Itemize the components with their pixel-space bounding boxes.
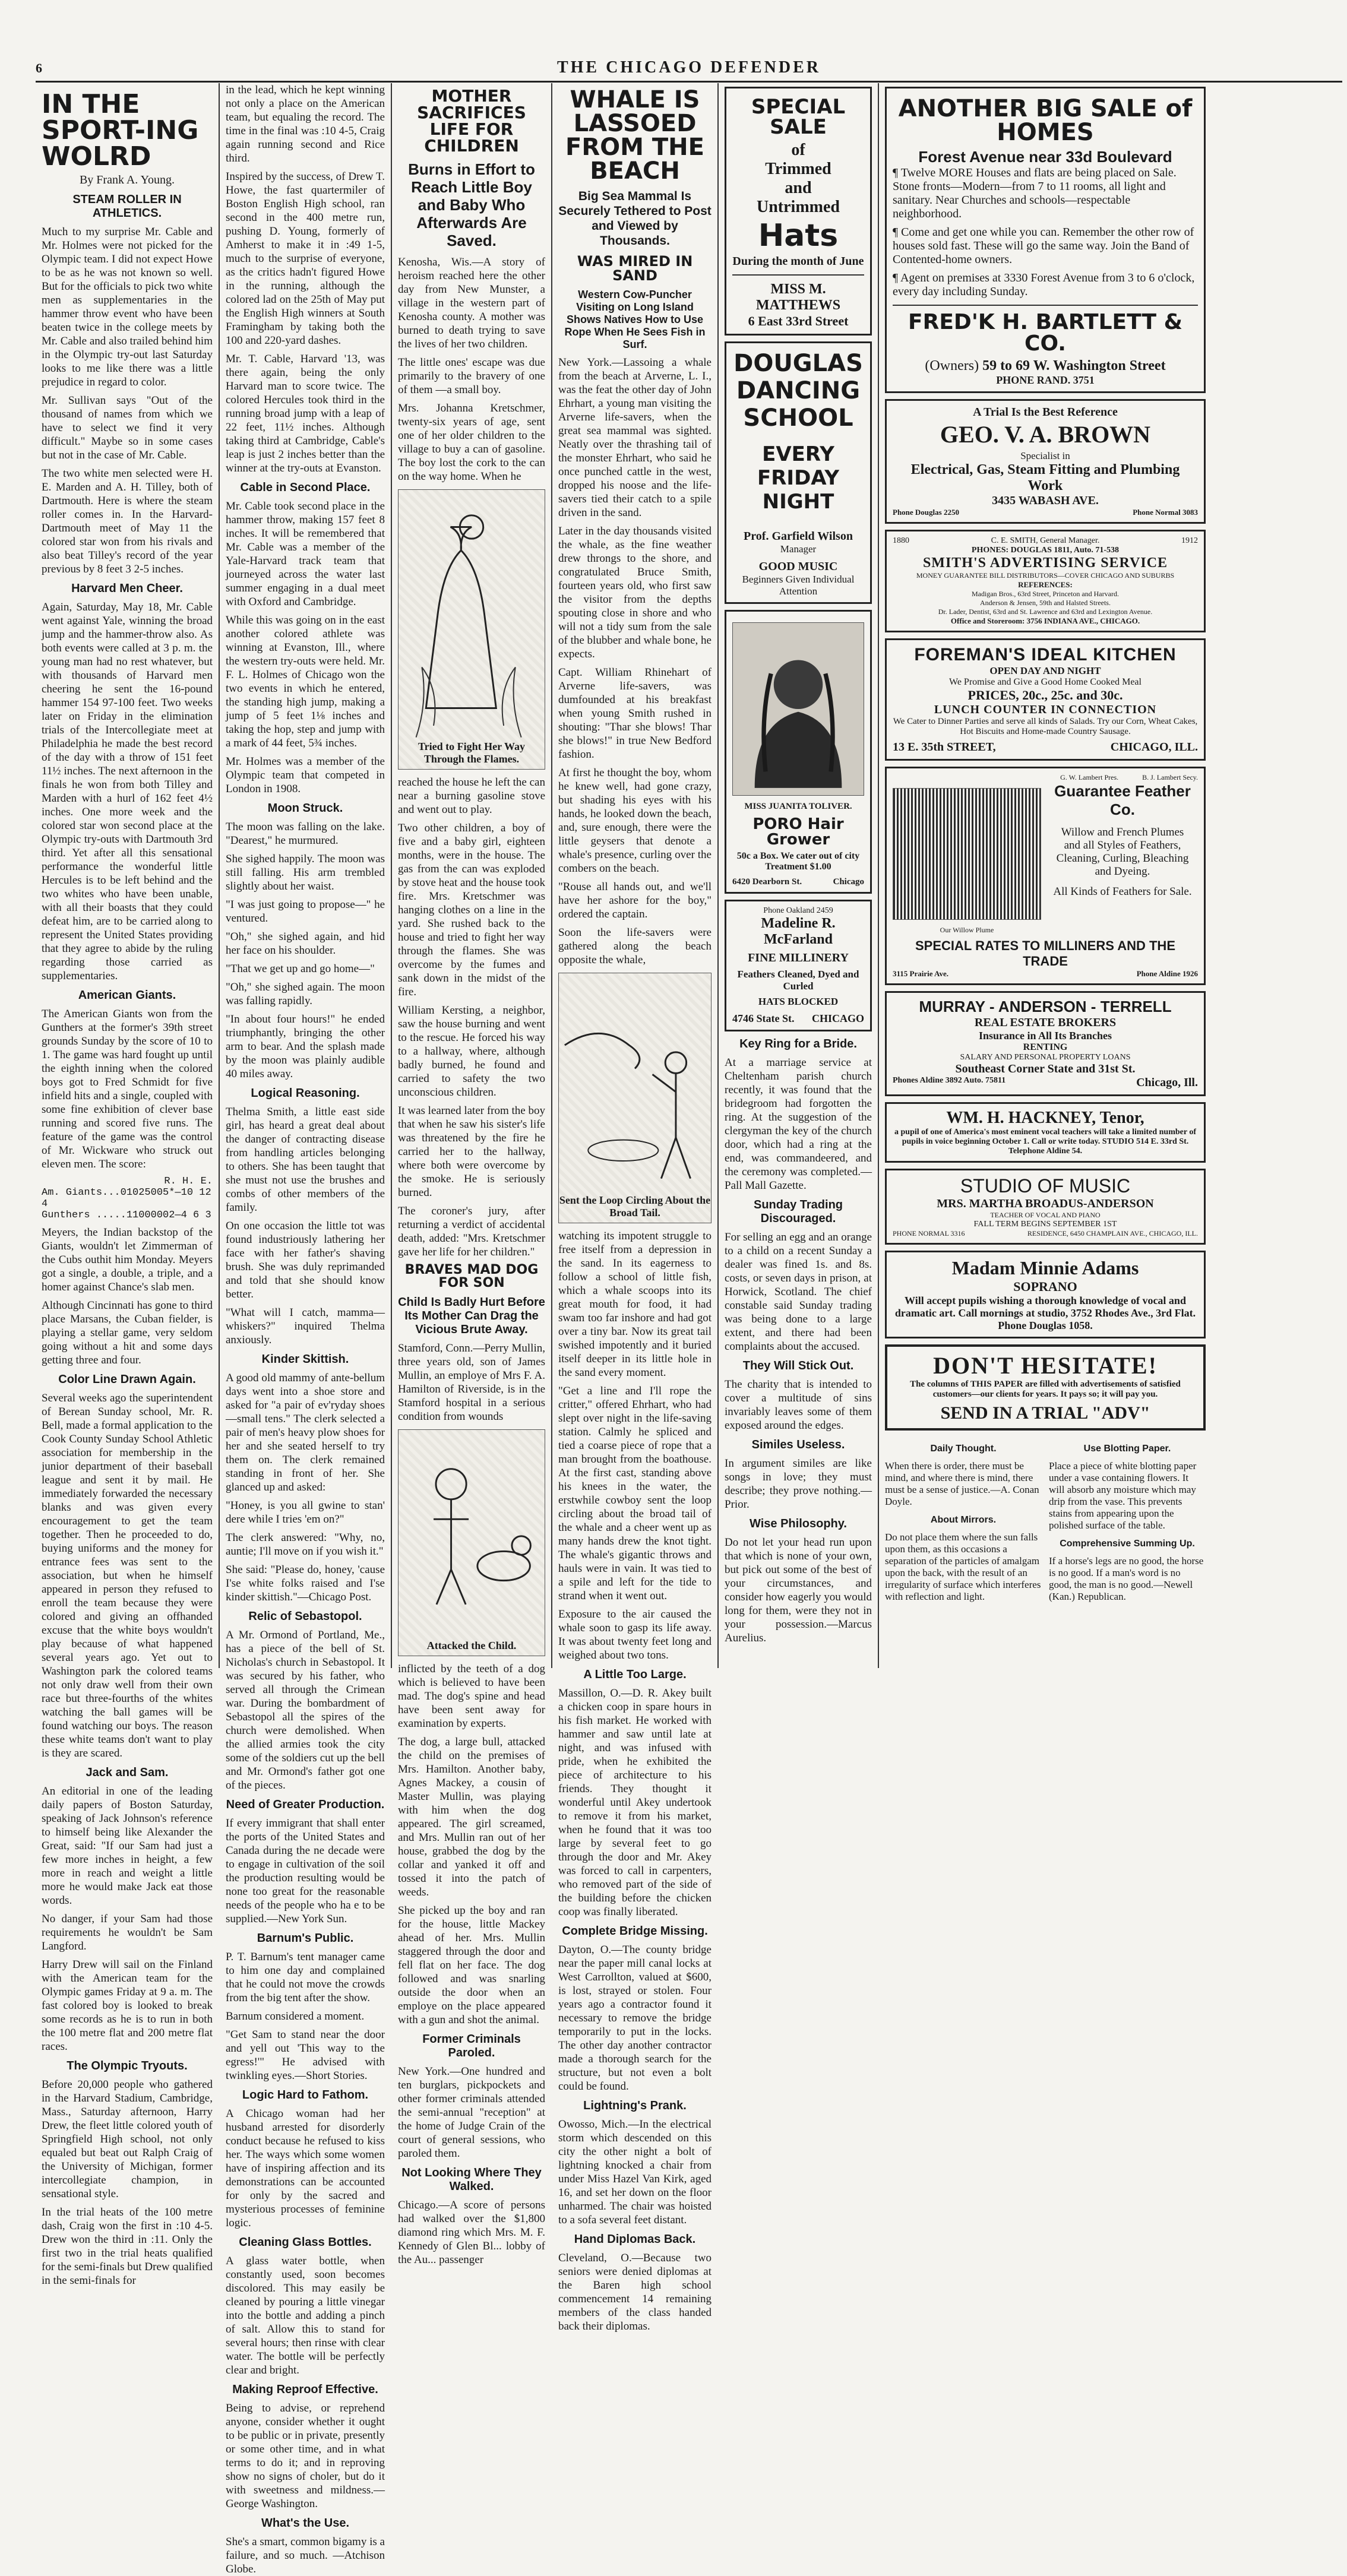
hats-ad-line: Untrimmed <box>757 198 840 216</box>
music-ad-residence: RESIDENCE, 6450 CHAMPLAIN AVE., CHICAGO, ILL. <box>1027 1229 1198 1238</box>
kitchen-ad <box>885 638 1206 761</box>
paragraph: in the lead, which he kept winning not only a place on the American team, but equaling the record. The time in the final was :10 4-5, Craig again running second and Rice third. <box>226 84 385 164</box>
paragraph: Mr. Holmes was a member of the Olympic team that competed in London in 1908. <box>226 755 385 795</box>
subhead-stick: They Will Stick Out. <box>742 1359 854 1372</box>
paragraph: Owosso, Mich.—In the electrical storm which descended on this city the other night a bolt of lightning knocked a chair from under Miss Hazel Van Kirk, aged 16, and set her down on the floor unharmed. The chair was hoisted to a sofa several feet distant. <box>558 2118 712 2226</box>
subhead-sunday: Sunday Trading Discouraged. <box>753 1198 843 1225</box>
hackney-ad-title: WM. H. HACKNEY, Tenor, <box>946 1109 1144 1127</box>
braves-headline: BRAVES MAD DOG FOR SON <box>404 1262 539 1290</box>
paragraph: If a horse's legs are no good, the horse is no good. If a man's word is no good, the man is no good.—Newell (Kan.) Republican. <box>1049 1555 1204 1602</box>
dont-hesitate-ad <box>885 1344 1206 1431</box>
subhead-glass: Cleaning Glass Bottles. <box>239 2236 372 2249</box>
paragraph: No danger, if your Sam had those requirements he wouldn't be Sam Langford. <box>42 1913 213 1952</box>
paragraph: Inspired by the success, of Drew T. Howe, the fast quartermiler of Boston English High school, ran second in the 400 metre run, pushing D. Young, formerly of Amherst to make it in :49 1-5, much to the surprise of everyone, as the critics hadn't figured Howe in the running, although the colored lad on the 25th of May put the English High winners at South Framingham by taking both the 100 and 220-yard dashes. <box>226 170 385 347</box>
subhead-logical: Logical Reasoning. <box>251 1087 360 1100</box>
smith-ad-phones: PHONES: DOUGLAS 1811, Auto. 71-538 <box>971 546 1120 555</box>
subhead-former: Former Criminals Paroled. <box>422 2033 521 2059</box>
subhead-blotting: Use Blotting Paper. <box>1083 1444 1171 1454</box>
smith-advertising-ad <box>885 530 1206 632</box>
smith-ad-office: Office and Storeroom: 3756 INDIANA AVE., CHICAGO. <box>950 616 1140 625</box>
paragraph: The charity that is intended to cover a multitude of sins invariably leaves some of them exposed around the edges. <box>725 1378 872 1432</box>
millinery-ad <box>725 900 872 1031</box>
column-miscellany <box>220 83 392 2575</box>
paragraph: Place a piece of white blotting paper under a vase containing flowers. It will absorb any moisture which may drip from the vase. This prevents stains from appearing upon the polished surface of the table. <box>1049 1460 1197 1531</box>
subhead-giants: American Giants. <box>78 989 176 1002</box>
whale-illustration <box>558 973 712 1223</box>
dance-ad-line: FRIDAY <box>757 466 839 490</box>
paragraph: Again, Saturday, May 18, Mr. Cable went against Yale, winning the broad jump and the hammer-throw also. As both events were called at 3 p. m. the young man had no rest whatever, but with thousands of Harvard men cheering he sent the 16-pound hammer 154 97-100 feet. Two weeks later on Friday in the elimination trials of the Intercollegiate meet at Philadelphia he made the best record of the day with a throw of 151 feet 11½ inches. The next afternoon in the finals he won from both Tilley and Marden with a hurl of 162 feet 4½ inches. One more week and the colored star won second place at the Olympic try-outs with Dartmouth 3rd third. Yet after all this sensational performance the wonderful little Hercules is to be left behind and the two whites who have been unable, with all their boasts that they could defeat him, are to be carried along to represent the United States providing that they agree to abide by the ruling regarding those carried as supplementaries. <box>42 601 213 982</box>
kitchen-ad-address: 13 E. 35th STREET, <box>893 740 996 754</box>
kitchen-ad-prices: PRICES, 20c., 25c. and 30c. <box>967 688 1123 702</box>
plume-caption: Our Willow Plume <box>940 926 994 934</box>
dance-ad-line: NIGHT <box>762 490 834 514</box>
paragraph: "Rouse all hands out, and we'll have her ashore for the boy," ordered the captain. <box>558 881 712 920</box>
sports-subhead: STEAM ROLLER IN ATHLETICS. <box>72 193 182 220</box>
millinery-ad-line: Feathers Cleaned, Dyed and Curled <box>737 969 859 992</box>
paragraph: Barnum considered a moment. <box>226 2010 365 2023</box>
column-ads-small <box>719 83 879 1668</box>
realty-ad-ins: Insurance in All Its Branches <box>978 1030 1112 1042</box>
mired-headline: WAS MIRED IN SAND <box>577 253 693 284</box>
page-number: 6 <box>36 61 42 75</box>
column-mother <box>392 83 552 2266</box>
subhead-bridge: Complete Bridge Missing. <box>562 1925 708 1938</box>
paragraph: William Kersting, a neighbor, saw the house burning and went to the rescue. He forced his way to a hallway, where, although badly burned, he found and carried to safety the two unconscious children. <box>398 1004 545 1099</box>
subhead-similes: Similes Useless. <box>751 1438 845 1451</box>
hackney-ad-line: a pupil of one of America's most eminent vocal teachers will take a limited number of pupils in voice beginning October 1. Call or write today. STUDIO 514 E. 33rd St. Telephone Aldine 54. <box>894 1128 1196 1156</box>
brown-ad-address: 3435 WABASH AVE. <box>992 494 1099 507</box>
subhead-moon: Moon Struck. <box>267 802 343 815</box>
subhead-lightning: Lightning's Prank. <box>583 2099 687 2112</box>
feather-ad-special: SPECIAL RATES TO MILLINERS AND THE TRADE <box>915 938 1175 969</box>
kitchen-ad-title: FOREMAN'S IDEAL KITCHEN <box>914 645 1177 664</box>
smith-ad-manager: C. E. SMITH, General Manager. <box>991 536 1100 545</box>
smith-ad-ref: Anderson & Jensen, 59th and Halsted Streets. <box>980 599 1111 607</box>
brown-ad-name: GEO. V. A. BROWN <box>940 421 1151 448</box>
subhead-notlooking: Not Looking Where They Walked. <box>401 2166 542 2193</box>
subhead-relic: Relic of Sebastopol. <box>248 1610 362 1623</box>
subhead-whats: What's the Use. <box>261 2517 350 2530</box>
paragraph: At first he thought the boy, whom he knew well, had gone crazy, but shading his eyes with his hands, he looked down the beach, and, sure enough, there were the little geysers that denote a whale's presence, curling over the combers on the beach. <box>558 767 712 875</box>
paragraph: She sighed happily. The moon was still falling. His arm trembled slightly about her waist. <box>226 853 385 893</box>
paragraph: The dog, a large bull, attacked the child on the premises of Mrs. Hamilton. Another baby, Agnes Mackey, a cousin of Master Mullin, was playing with him when the dog appeared. The girl screamed, and Mrs. Mullin ran out of her house, grabbed the dog by the collar and yanked it off and tossed it into the patch of weeds. <box>398 1736 545 1898</box>
sports-byline: By Frank A. Young. <box>79 173 175 186</box>
subhead-cable: Cable in Second Place. <box>240 481 371 494</box>
subhead-harvard: Harvard Men Cheer. <box>71 582 183 595</box>
paragraph: ¶ Come and get one while you can. Remember the other row of houses sold fast. These will go the same way. Join the Band of Contented-home owners. <box>893 226 1194 266</box>
paragraph: Cleveland, O.—Because two seniors were denied diplomas at the Baren high school commencement 14 remaining members of the class handed back their diplomas. <box>558 2252 712 2333</box>
paragraph: While this was going on in the east another colored athlete was winning at Evanston, Ill., where the western try-outs were held. Mr. F. L. Holmes of Chicago won the two events in which he entered, the standing high jump, making a jump of 5 feet 1⅛ inches and taking the hop, step and jump with a mark of 44 feet, 5¾ inches. <box>226 614 385 749</box>
millinery-ad-phone: Phone Oakland 2459 <box>763 906 833 915</box>
music-ad-teacher: TEACHER OF VOCAL AND PIANO <box>990 1211 1101 1219</box>
paragraph: A glass water bottle, when constantly used, soon becomes discolored. This may easily be cleaned by pouring a little vinegar into the bottle and adding a pinch of salt. Allow this to stand for several hours; then rinse with clear water. The bottle will be perfectly clear and bright. <box>226 2255 385 2376</box>
poro-ad-city: Chicago <box>833 877 864 887</box>
paragraph: Several weeks ago the superintendent of Berean Sunday school, Mr. R. Bell, made a formal application to the Cook County Sunday School Athletic association for membership in the junior department of their baseball league and sent it by mail. He immediately forwarded the necessary blanks and was given every encouragement to get the team together. Then he proceeded to do, buying uniforms and the money for entrance fees was sent to the association, but when he himself appeared in person they refused to enroll the team because they were colored and giving an offhanded excuse that the white boys wouldn't play because of what happened several years ago. Yet out to Washington park the colored teams not only draw well from their own race but three-fourths of the whites watching the ball games will be found watching our boys. The reason these white teams don't want to play is they are scared. <box>42 1392 213 1759</box>
homes-ad-phone: PHONE RAND. 3751 <box>996 374 1095 386</box>
paragraph: Stamford, Conn.—Perry Mullin, three years old, son of James Mullin, an employe of Mrs F. A. Hamilton of Riverside, is in the Stamford hospital in a serious condition from wounds <box>398 1342 545 1423</box>
feather-ad-phone: Phone Aldine 1926 <box>1136 969 1198 978</box>
realty-ad-renting: RENTING <box>1023 1042 1068 1052</box>
paragraph: reached the house he left the can near a burning gasoline stove and went out to play. <box>398 776 545 816</box>
paragraph: Mrs. Johanna Kretschmer, twenty-six years of age, sent one of her older children to the village to buy a can of gasoline. The boy lost the cork to the can on the way home. When he <box>398 402 545 483</box>
brown-ad-specialist: Specialist in <box>1020 450 1070 461</box>
hats-ad-big: Hats <box>758 218 839 254</box>
paragraph: "Oh," she sighed again. The moon was falling rapidly. <box>226 981 385 1007</box>
adams-ad-text: Will accept pupils wishing a thorough knowledge of vocal and dramatic art. Call mornings at studio, 3752 Rhodes Ave., 3rd Flat. Phone Douglas 1058. <box>894 1295 1196 1331</box>
paragraph: The two white men selected were H. E. Marden and A. H. Tilley, both of Dartmouth. Here is where the steam roller comes in. In the Harvard-Dartmouth meet of May 11 the colored star won from his rivals and also beat Tilley's record of the year previous by 8 feet 3 2-5 inches. <box>42 467 213 575</box>
paragraph: Chicago.—A score of persons had walked over the $1,800 diamond ring which Mrs. M. F. Kennedy of Glen Bl... lobby of the Au... passenger <box>398 2199 545 2266</box>
feather-ad-line: All Kinds of Feathers for Sale. <box>1053 885 1192 898</box>
millinery-ad-city: CHICAGO <box>811 1012 864 1024</box>
portrait-icon <box>733 623 864 795</box>
studio-music-ad <box>885 1169 1206 1245</box>
paragraph: If every immigrant that shall enter the ports of the United States and Canada during the ne decade were to engage in cultivation of the soil the production resulting would be none too great for the reasonable needs of the people who ha e to be supplied.—New York Sun. <box>226 1817 385 1925</box>
illustration-caption: Tried to Fight Her Way Through the Flames. <box>418 740 525 765</box>
hats-sale-ad <box>725 87 872 336</box>
subhead-jack: Jack and Sam. <box>86 1766 169 1779</box>
music-ad-title: STUDIO OF MUSIC <box>960 1175 1131 1197</box>
music-ad-name: MRS. MARTHA BROADUS-ANDERSON <box>937 1197 1154 1210</box>
paragraph: "What will I catch, mamma—whiskers?" inquired Thelma anxiously. <box>226 1306 385 1346</box>
paragraph: P. T. Barnum's tent manager came to him one day and complained that he could not move the crowds from the big tent after the show. <box>226 1951 385 2004</box>
whale-deck: Big Sea Mammal Is Securely Tethered to Post and Viewed by Thousands. <box>558 189 712 248</box>
adams-soprano-ad <box>885 1251 1206 1338</box>
feather-ad-secy: B. J. Lambert Secy. <box>1142 773 1198 781</box>
paragraph: ¶ Twelve MORE Houses and flats are being placed on Sale. Stone fronts—Modern—from 7 to 11 rooms, all light and sanitary. Near Churches and schools—respectable neighborhood. <box>893 166 1177 220</box>
portrait-photo <box>732 622 864 796</box>
paragraph: Two other children, a boy of five and a baby girl, eighteen months, were in the house. The gas from the can was exploded by stove heat and the house took fire. Mrs. Kretschmer was hanging clothes on a line in the yard. She rushed back to the house and tried to fight her way through the flames. She was overcome by the fumes and sank down in the midst of the fire. <box>398 822 546 998</box>
paragraph: In argument similes are like songs in love; they must describe; they prove nothing.—Prior. <box>725 1457 872 1511</box>
real-estate-ad <box>885 991 1206 1096</box>
dog-illustration <box>398 1429 545 1656</box>
dance-ad-line: DOUGLAS <box>733 350 863 377</box>
dog-attack-icon <box>399 1430 545 1632</box>
paragraph: "Get Sam to stand near the door and yell out 'This way to the egress!'" He advised with twinkling eyes.—Short Stories. <box>226 2028 385 2082</box>
brown-ad-phone-left: Phone Douglas 2250 <box>893 508 959 517</box>
smith-ad-refs: REFERENCES: <box>1018 580 1073 589</box>
score-line: Am. Giants...01025005*—10 12 4 <box>42 1187 211 1210</box>
kitchen-ad-promise: We Promise and Give a Good Home Cooked Meal <box>949 677 1142 687</box>
paragraph: In the trial heats of the 100 metre dash, Craig won the first in :10 4-5. Drew won the third in :11. Only the first two in the trial heats qualified for the semi-finals but Drew qualified in the semi-finals for <box>42 2206 213 2287</box>
homes-ad-title: ANOTHER BIG SALE of HOMES <box>898 95 1193 146</box>
paragraph: Before 20,000 people who gathered in the Harvard Stadium, Cambridge, Mass., Saturday afternoon, Harry Drew, the fleet little colored youth of Springfield High school, not only equaled but beat out Ralph Craig of the University of Michigan, former intercollegiate champion, in sensational style. <box>42 2078 213 2200</box>
paragraph: "Oh," she sighed again, and hid her face on his shoulder. <box>226 931 385 957</box>
illustration-caption: Attacked the Child. <box>426 1640 517 1651</box>
mother-deck: Burns in Effort to Reach Little Boy and Baby Who Afterwards Are Saved. <box>408 160 535 249</box>
music-ad-term: FALL TERM BEGINS SEPTEMBER 1ST <box>973 1220 1117 1229</box>
dance-ad-music: GOOD MUSIC <box>758 560 838 573</box>
realty-ad-sub: REAL ESTATE BROKERS <box>974 1016 1117 1029</box>
paragraph: watching its impotent struggle to free itself from a depression in the sand. In its eagerness to follow a school of little fish, which a whale scoops into its great mouth for food, it had swam too far inshore and had got over a tiny bar. Now its great tail swished impotently and it buried itself deeper in its little hole in the sand every moment. <box>558 1230 712 1379</box>
hats-ad-of: of <box>791 141 805 159</box>
dance-ad-line: DANCING <box>736 377 861 404</box>
paragraph: A Chicago woman had her husband arrested for disorderly conduct because he refused to kiss her. The ways which some women have of inspiring affection and its demonstrations can be accounted for only by the sacred and mysterious processes of feminine logic. <box>226 2107 385 2229</box>
mother-in-flames-icon <box>399 490 545 745</box>
paragraph: Later in the day thousands visited the whale, as the fine weather drew throngs to the shore, and congratulated Bruce Smith, fourteen years old, who first saw the visitor from the depths spouting close in shore and who will not a tidy sum from the sale of the blubber and whale bone, he expects. <box>558 525 712 660</box>
homes-ad-sub: Forest Avenue near 33d Boulevard <box>918 148 1172 166</box>
paragraph: Mr. T. Cable, Harvard '13, was there again, being the only Harvard man to score twice. The colored Hercules took third in the running broad jump with a leap of 22 feet, 11½ inches. Although taking third at Cambridge, Cable's leap is just 2 inches better than the winner at the try-outs at Evanston. <box>226 353 385 474</box>
kitchen-ad-city: CHICAGO, ILL. <box>1110 740 1198 754</box>
paragraph: New York.—Lassoing a whale from the beach at Arverne, L. I., was the feat the other day of John Ehrhart, a young man visiting the Arverne life-savers, when the great sea mammal was sighted. Neatly over the thrashing tail of the monster Ehrhart, who said he once punched cattle in the west, dropped his noose and the life-savers tied their catch to a spile driven in the sand. <box>558 356 712 519</box>
hats-ad-during: During the month of June <box>732 255 864 268</box>
paragraph: When there is order, there must be mind, and where there is mind, there must be a sense of justice.—A. Conan Doyle. <box>885 1460 1039 1507</box>
dance-ad-line: EVERY <box>762 442 834 466</box>
filler-items <box>885 1436 1206 1603</box>
adams-ad-sub: SOPRANO <box>1013 1279 1077 1294</box>
paragraph: Massillon, O.—D. R. Akey built a chicken coop in spare hours in his fish market. He worked with hammer and saw until late at night, and was infused with pride, when he exhibited the piece of architecture to his friends. They thought it wonderful until Akey undertook to remove it from his market, when he found that it was too large by several feet to go through the door and Mr. Akey was forced to call in carpenters, who removed part of the side of the building before the chicken coop was finally liberated. <box>558 1687 712 1918</box>
subhead-daily: Daily Thought. <box>930 1444 997 1454</box>
paragraph: On one occasion the little tot was found industriously lathering her face with her father's shaving brush. She was duly reprimanded and told that she should know better. <box>226 1220 385 1300</box>
cowboy-lasso-icon <box>559 973 711 1199</box>
subhead-mirrors: About Mirrors. <box>930 1515 997 1525</box>
subhead-wise: Wise Philosophy. <box>750 1517 847 1530</box>
paragraph: New York.—One hundred and ten burglars, pickpockets and other former criminals attended the semi-annual "reception" at the home of Judge Crain of the court of general sessions, who paroled them. <box>398 2065 545 2160</box>
paragraph: Much to my surprise Mr. Cable and Mr. Holmes were not picked for the Olympic team. I did not expect Howe to be as he was not known so well. But for the officials to pick two white men as supplementaries in the hammer throw event who have been beaten twice in the college meets by Mr. Cable and also trailed behind him in the Olympic try-out last Saturday looks to me like there was a little prejudice in regard to color. <box>42 226 213 388</box>
kitchen-ad-open: OPEN DAY AND NIGHT <box>989 665 1101 676</box>
feather-ad-line: and all Styles of Feathers, Cleaning, Curling, Bleaching and Dyeing. <box>1056 839 1189 878</box>
paragraph: She picked up the boy and ran for the house, little Mackey ahead of her. Mrs. Mullin staggered through the door and fell flat on her face. The dog followed and was snarling outside the door when an employe on the place appeared with a gun and shot the animal. <box>398 1904 545 2026</box>
millinery-ad-name: Madeline R. McFarland <box>761 916 836 947</box>
paragraph: "That we get up and go home—" <box>226 963 375 975</box>
column-ads-large <box>879 83 1212 1668</box>
realty-ad-salary: SALARY AND PERSONAL PROPERTY LOANS <box>960 1053 1131 1062</box>
subhead-need: Need of Greater Production. <box>226 1798 385 1811</box>
subhead-kinder: Kinder Skittish. <box>261 1353 349 1366</box>
paragraph: For selling an egg and an orange to a child on a recent Sunday a dealer was fined 1s. and 8s. costs, or seven days in prison, at Horwick, Scotland. The chief constable said Sunday trading was being done to a large extent, and there had been complaints about the accused. <box>725 1231 872 1353</box>
paragraph: Do not place them where the sun falls upon them, as this occasions a separation of the particles of amalgam upon the back, with the result of an irregularity of surface which interferes with reflection and light. <box>885 1531 1041 1602</box>
millinery-ad-hats: HATS BLOCKED <box>758 996 839 1007</box>
portrait-caption: MISS JUANITA TOLIVER. <box>744 802 852 811</box>
paragraph: She said: "Please do, honey, 'cause I'se white folks raised and I'se kinder skittish."—Chicago Post. <box>226 1564 385 1603</box>
paragraph: The moon was falling on the lake. "Dearest," he murmured. <box>226 821 385 847</box>
realty-ad-city: Chicago, Ill. <box>1136 1076 1198 1089</box>
subhead-logic: Logic Hard to Fathom. <box>242 2088 369 2102</box>
brown-ad-phone-right: Phone Normal 3083 <box>1133 508 1198 517</box>
dance-ad-beginners: Beginners Given Individual Attention <box>742 574 855 597</box>
paragraph: The little ones' escape was due primarily to the bravery of one of them —a small boy. <box>398 356 545 396</box>
realty-ad-title: MURRAY - ANDERSON - TERRELL <box>919 998 1172 1015</box>
brown-ad-trade: Electrical, Gas, Steam Fitting and Plumbing Work <box>910 462 1180 493</box>
feather-ad-line: Willow and French Plumes <box>1061 826 1184 838</box>
subhead-tryouts: The Olympic Tryouts. <box>67 2059 188 2072</box>
paragraph: A good old mammy of ante-bellum days went into a shoe store and asked for "a pair of ev'ryday shoes—small tens." The clerk selected a pair of men's heavy plow shoes for her and she seated herself to try them on. The clerk remained standing in front of her. She glanced up and asked: <box>226 1372 385 1493</box>
paper-name: THE CHICAGO DEFENDER <box>556 58 821 77</box>
score-header: R. H. E. <box>164 1176 213 1187</box>
paragraph: It was learned later from the boy that when he saw his sister's life was threatened by the fire he carried her to the hallway, where both were overcome by the smoke. He is seriously burned. <box>398 1105 545 1199</box>
homes-sale-ad <box>885 87 1206 393</box>
paragraph: Although Cincinnati has gone to third place Marsans, the Cuban fielder, is playing a stellar game, very seldom going without a hit and some days getting three and four. <box>42 1299 213 1366</box>
dance-ad-prof: Prof. Garfield Wilson <box>744 530 853 543</box>
paragraph: Kenosha, Wis.—A story of heroism reached here the other day from New Munster, a village in the western part of Kenosha county. A mother was burned to death trying to save the lives of her two children. <box>398 256 545 350</box>
dance-ad-manager: Manager <box>780 543 817 555</box>
paragraph: Mr. Sullivan says "Out of the thousand of names from which we have to select we find it very difficult." Maybe so in some cases but not in the case of Mr. Cable. <box>42 394 213 461</box>
hats-ad-title: SPECIAL SALE <box>751 95 846 139</box>
paragraph: Soon the life-savers were gathered along the beach opposite the whale, <box>558 926 712 966</box>
feather-ad-title: Guarantee Feather Co. <box>1054 782 1191 818</box>
paragraph: "I was just going to propose—" he ventured. <box>226 898 385 925</box>
paragraph: Meyers, the Indian backstop of the Giants, wouldn't let Zimmerman of the Cubs outhit him Monday. Meyers got a single, a double, a triple, and a homer against Chance's slab men. <box>42 1226 213 1293</box>
hesitate-ad-text: The columns of THIS PAPER are filled with advertisements of satisfied customers—our clients for years. It pays so; it will pay you. <box>910 1379 1181 1399</box>
paragraph: A Mr. Ormond of Portland, Me., has a piece of the bell of St. Nicholas's church in Sebastopol. It was secured by his father, who served all through the Crimean war. During the bombardment of Sebastopol all the spires of the church were demolished. When the allied armies took the city some of the soldiers cut up the bell and Mr. Ormond's father got one of the pieces. <box>226 1629 385 1792</box>
paragraph: inflicted by the teeth of a dog which is believed to have been mad. The dog's spine and head have been sent away for examination by experts. <box>398 1663 545 1730</box>
subhead-key: Key Ring for a Bride. <box>739 1037 857 1050</box>
smith-ad-year-left: 1880 <box>893 536 909 545</box>
filler-right <box>1049 1436 1206 1603</box>
homes-ad-firm: FRED'K H. BARTLETT & CO. <box>908 310 1182 356</box>
subhead-reproof: Making Reproof Effective. <box>232 2383 378 2396</box>
paragraph: The clerk answered: "Why, no, auntie; I'll move on if you wish it." <box>226 1531 385 1558</box>
mired-deck: Western Cow-Puncher Visiting on Long Island Shows Natives How to Use Rope When He Sees Fish in Surf. <box>564 289 706 350</box>
paragraph: The American Giants won from the Gunthers at the former's 39th street grounds Sunday by the score of 10 to 1. The game was hard fought up until the eighth inning when the colored boys got to Fred Schmidt for five infield hits and a single, coupled with some fine exhibition of clever base running and scored five runs. The feature of the game was the control of Mr. Wickware who struck out eleven men. The score: <box>42 1008 213 1170</box>
smith-ad-ref: Dr. Lader, Dentist, 63rd and St. Lawrence and 63rd and Lexington Avenue. <box>938 607 1153 616</box>
hats-ad-line: and <box>785 179 812 197</box>
smith-ad-year-right: 1912 <box>1181 536 1198 545</box>
brown-plumbing-ad <box>885 399 1206 524</box>
paragraph: ¶ Agent on premises at 3330 Forest Avenue from 3 to 6 o'clock, every day including Sunday. <box>893 271 1195 298</box>
kitchen-ad-lunch: LUNCH COUNTER IN CONNECTION <box>934 703 1157 716</box>
paragraph: Being to advise, or reprehend anyone, consider whether it ought to be public or in private, presently or some other time, and in what terms to do it; and in reproving show no signs of choler, but do it with sweetness and mildness.—George Washington. <box>226 2402 385 2510</box>
paragraph: The coroner's jury, after returning a verdict of accidental death, added: "Mrs. Kretschmer gave her life for her children." <box>398 1205 545 1258</box>
paragraph: Dayton, O.—The county bridge near the paper mill canal locks at West Carrollton, valued at $600, is lost, strayed or stolen. Four years ago a contractor found it necessary to remove the bridge temporarily to put in the locks. The other day another contractor made a thorough search for the structure, but not even a bolt could be found. <box>558 1944 712 2093</box>
subhead-barnum: Barnum's Public. <box>257 1932 354 1945</box>
score-line: Gunthers .....11000002—4 6 3 <box>42 1210 211 1221</box>
paragraph: Exposure to the air caused the whale soon to gasp its life away. It was about twenty feet long and weighed about two tons. <box>558 1608 712 1662</box>
poro-ad-sub: 50c a Box. We cater out of city Treatment $1.00 <box>736 851 860 872</box>
subhead-diplomas: Hand Diplomas Back. <box>574 2233 696 2246</box>
braves-deck: Child Is Badly Hurt Before Its Mother Can Drag the Vicious Brute Away. <box>398 1296 545 1336</box>
illustration-caption: Sent the Loop Circling About the Broad Tail. <box>559 1194 711 1219</box>
paragraph: "Get a line and I'll rope the critter," offered Ehrhart, who had slept over night in the life-saving station. Calmly he spliced and tied a coarse piece of rope that a man brought from the boathouse. At the first cast, standing above his knees in the water, the erstwhile cowboy sent the loop circling about the broad tail of the whale and a cheer went up as many hands drew the knot tight. The whale's gigantic throws and hauls were in vain. It was tied to a spile and left for the tide to strand when it went out. <box>558 1385 712 1602</box>
hats-ad-line: Trimmed <box>765 160 831 178</box>
adams-ad-title: Madam Minnie Adams <box>951 1257 1139 1278</box>
column-sports <box>36 83 220 2287</box>
paragraph: An editorial in one of the leading daily papers of Boston Saturday, speaking of Jack Johnson's reference to himself being like Alexander the Great, said: "If our Sam had just a few more inches in height, a few more in reach and weight a little more he would make Jack eat those words. <box>42 1785 213 1907</box>
dancing-school-ad <box>725 341 872 604</box>
sports-headline: IN THE SPORT-ING WOLRD <box>42 89 199 172</box>
hats-ad-address: 6 East 33rd Street <box>748 314 849 328</box>
smith-ad-sub: MONEY GUARANTEE BILL DISTRIBUTORS—COVER CHICAGO AND SUBURBS <box>916 571 1175 580</box>
column-whale <box>552 83 719 2333</box>
brown-ad-top: A Trial Is the Best Reference <box>973 406 1118 419</box>
poro-ad-address: 6420 Dearborn St. <box>732 877 802 887</box>
poro-ad <box>725 610 872 894</box>
smith-ad-title: SMITH'S ADVERTISING SERVICE <box>922 555 1168 571</box>
kitchen-ad-cater: We Cater to Dinner Parties and serve all kinds of Salads. Try our Corn, Wheat Cakes, Hot Biscuits and Home-made Country Sausage. <box>893 717 1198 736</box>
feather-co-ad <box>885 767 1206 985</box>
subhead-summing: Comprehensive Summing Up. <box>1060 1539 1195 1549</box>
filler-left <box>885 1436 1042 1603</box>
paragraph: Mr. Cable took second place in the hammer throw, making 157 feet 8 inches. It will be remembered that Mr. Cable was a member of the Yale-Harvard track team that journeyed across the water last summer engaging in a dual meet with Oxford and Cambridge. <box>226 500 385 608</box>
millinery-ad-title: FINE MILLINERY <box>748 951 849 964</box>
hats-ad-name: MISS M. MATTHEWS <box>755 281 841 313</box>
homes-ad-address: 59 to 69 W. Washington Street <box>982 358 1166 374</box>
paragraph: She's a smart, common bigamy is a failure, and so much. —Atchison Globe. <box>226 2536 385 2575</box>
realty-ad-phones: Phones Aldine 3892 Auto. 75811 <box>893 1076 1006 1085</box>
willow-plume-image <box>893 788 1041 920</box>
paragraph: "In about four hours!" he ended triumphantly, bringing the other arm to bear. And the splash made by the moon was plainly audible 40 miles away. <box>226 1013 385 1080</box>
paragraph: At a marriage service at Cheltenham parish church recently, it was found that the bridegroom had forgotten the ring. At the suggestion of the clergyman the key of the church door, which had a ring at the end, was commandeered, and the ceremony was completed.—Pall Mall Gazette. <box>725 1056 872 1192</box>
dance-ad-line: SCHOOL <box>743 404 853 432</box>
hesitate-ad-title: DON'T HESITATE! <box>933 1352 1158 1379</box>
masthead <box>36 57 1342 83</box>
hesitate-ad-send: SEND IN A TRIAL "ADV" <box>940 1403 1150 1423</box>
feather-ad-address: 3115 Prairie Ave. <box>893 969 948 978</box>
music-ad-phone: PHONE NORMAL 3316 <box>893 1229 965 1238</box>
realty-ad-corner: Southeast Corner State and 31st St. <box>955 1062 1136 1075</box>
whale-headline: WHALE IS LASSOED FROM THE BEACH <box>565 86 704 185</box>
mother-headline: MOTHER SACRIFICES LIFE FOR CHILDREN <box>417 86 526 156</box>
subhead-large: A Little Too Large. <box>583 1668 687 1681</box>
poro-ad-title: PORO Hair Grower <box>752 815 844 849</box>
fire-illustration <box>398 489 545 770</box>
millinery-ad-address: 4746 State St. <box>732 1012 795 1024</box>
paragraph: "Honey, is you all gwine to stan' dere while I tries 'em on?" <box>226 1499 385 1526</box>
paragraph: Capt. William Rhinehart of Arverne life-savers, was dumfounded at his breakfast when young Smith rushed in shouting: "Thar she blows! Thar she blows!" in true New Bedford fashion. <box>558 666 712 761</box>
paragraph: Do not let your head run upon that which is none of your own, but pick out some of the best of your circumstances, and consider how eagerly you would long for them, were they not in your possession.—Marcus Aurelius. <box>725 1536 872 1644</box>
hackney-ad <box>885 1102 1206 1163</box>
feather-ad-pres: G. W. Lambert Pres. <box>1060 773 1119 781</box>
subhead-color-line: Color Line Drawn Again. <box>58 1373 196 1386</box>
homes-ad-owners: (Owners) <box>925 358 979 374</box>
smith-ad-ref: Madigan Bros., 63rd Street, Princeton and Harvard. <box>972 590 1119 598</box>
paragraph: Harry Drew will sail on the Finland with the American team for the Olympic games Friday at 9 a. m. The fast colored boy is looked to break some records as he is to run in both the 100 metre flat and 200 metre flat races. <box>42 1958 213 2053</box>
paragraph: Thelma Smith, a little east side girl, has heard a great deal about the danger of contracting disease from handling articles belonging to others. She has been taught that she must not use the brushes and combs of other members of the family. <box>226 1106 385 1214</box>
